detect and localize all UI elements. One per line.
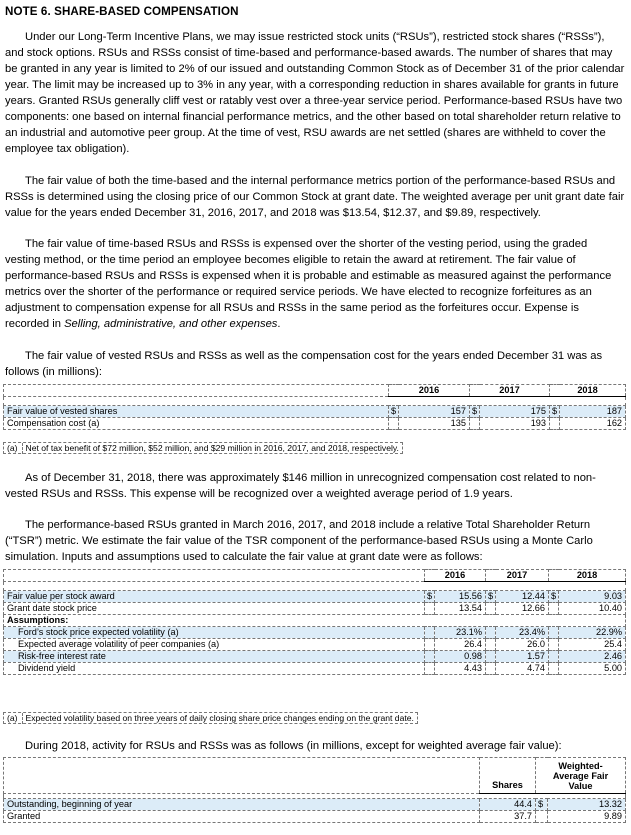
- currency-symbol: [486, 603, 496, 615]
- currency-symbol: [470, 418, 480, 430]
- currency-symbol: [425, 603, 435, 615]
- paragraph-expense-text: The fair value of time-based RSUs and RSSs is expensed over the shorter of the vesting period, using the graded vesting method, or the time period an employee becomes eligible to retain the award at retirement. The fair value of performance-based RSUs and RSSs is expensed when it is probable and estimable as measured against the performance metrics over the shorter of the performance or required service periods. We have elected to recognize forfeitures as an adjustment to compensation expense for all RSUs and RSSs in the same period as the forfeitures occur. Expense is recorded in: [5, 238, 612, 330]
- row-label: Fair value of vested shares: [4, 406, 389, 418]
- cell-value: 37.7: [480, 811, 536, 823]
- table-row: [4, 627, 626, 639]
- paragraph-expense: [5, 236, 625, 332]
- cell-value: 44.4: [480, 799, 536, 811]
- note-heading: NOTE 6. SHARE-BASED COMPENSATION: [5, 5, 239, 18]
- row-label: Dividend yield: [4, 663, 425, 675]
- footnote-label: (a): [7, 713, 18, 723]
- cell-value: 2.46: [559, 651, 626, 663]
- table-row: [4, 418, 626, 430]
- year-header: 2017: [486, 570, 549, 582]
- header-blank: [4, 758, 480, 794]
- year-header: 2016: [389, 385, 470, 397]
- currency-symbol: [549, 603, 559, 615]
- cell-value: 13.54: [435, 603, 486, 615]
- table-row: [4, 811, 626, 823]
- cell-value: 13.32: [548, 799, 626, 811]
- cell-value: 135: [399, 418, 470, 430]
- cell-value: 175: [480, 406, 550, 418]
- header-blank: [4, 570, 425, 582]
- cell-value: 22.9%: [559, 627, 626, 639]
- row-label: Compensation cost (a): [4, 418, 389, 430]
- cell-value: 0.98: [435, 651, 486, 663]
- row-label: Grant date stock price: [4, 603, 425, 615]
- currency-symbol: $: [486, 591, 496, 603]
- paragraph-unrecognized: As of December 31, 2018, there was approximately $146 million in unrecognized compensation cost related to non-vested RSUs and RSSs. This expense will be recognized over a weighted average period of 1.9 years.: [5, 472, 596, 500]
- cell-value: 193: [480, 418, 550, 430]
- row-label: Granted: [4, 811, 480, 823]
- table-row: [4, 591, 626, 603]
- cell-value: 1.57: [496, 651, 549, 663]
- table-row: [4, 639, 626, 651]
- paragraph-expense-end: .: [277, 318, 281, 330]
- paragraph-expense-italic: Selling, administrative, and other expenses: [64, 318, 278, 330]
- currency-symbol: $: [389, 406, 399, 418]
- cell-value: 5.00: [559, 663, 626, 675]
- table-row: [4, 615, 626, 627]
- row-label: Expected average volatility of peer companies (a): [4, 639, 425, 651]
- row-label: Fair value per stock award: [4, 591, 425, 603]
- row-label: Ford’s stock price expected volatility (a): [4, 627, 425, 639]
- footnote-text: Expected volatility based on three years of daily closing share price changes ending on the grant date.: [22, 713, 414, 724]
- currency-symbol: [389, 418, 399, 430]
- row-label: Outstanding, beginning of year: [4, 799, 480, 811]
- table-row: [4, 406, 626, 418]
- cell-value: 4.43: [435, 663, 486, 675]
- cell-value: 9.89: [548, 811, 626, 823]
- cell-value: 23.1%: [435, 627, 486, 639]
- table-row: [4, 603, 626, 615]
- cell-value: 15.56: [435, 591, 486, 603]
- header-blank: [4, 385, 389, 397]
- cell-value: 26.0: [496, 639, 549, 651]
- currency-symbol: $: [549, 591, 559, 603]
- wafv-header: Weighted- Average Fair Value: [536, 758, 626, 794]
- cell-value: 157: [399, 406, 470, 418]
- table1-footnote: [3, 442, 403, 454]
- table-row: [4, 651, 626, 663]
- row-label: Risk-free interest rate: [4, 651, 425, 663]
- paragraph-vested-intro: The fair value of vested RSUs and RSSs as well as the compensation cost for the years ended December 31 was as follows (in millions):: [5, 350, 603, 378]
- table2-footnote: [3, 712, 418, 724]
- currency-symbol: $: [536, 799, 548, 811]
- footnote-text: Net of tax benefit of $72 million, $52 million, and $29 million in 2016, 2017, and 2018, respectively.: [22, 443, 399, 454]
- year-header: 2017: [470, 385, 550, 397]
- cell-value: 12.44: [496, 591, 549, 603]
- paragraph-activity: During 2018, activity for RSUs and RSSs was as follows (in millions, except for weighted average fair value):: [25, 740, 562, 752]
- table-row: [4, 663, 626, 675]
- cell-value: 12.66: [496, 603, 549, 615]
- cell-value: 187: [560, 406, 626, 418]
- vested-compensation-table: [3, 384, 626, 430]
- activity-table: [3, 757, 626, 823]
- footnote-label: (a): [7, 443, 18, 453]
- currency-symbol: $: [550, 406, 560, 418]
- currency-symbol: $: [425, 591, 435, 603]
- year-header: 2018: [550, 385, 626, 397]
- year-header: 2016: [425, 570, 486, 582]
- cell-value: 23.4%: [496, 627, 549, 639]
- currency-symbol: [536, 811, 548, 823]
- cell-value: 9.03: [559, 591, 626, 603]
- cell-value: 4.74: [496, 663, 549, 675]
- paragraph-tsr: The performance-based RSUs granted in March 2016, 2017, and 2018 include a relative Total Shareholder Return (“TSR”) metric. We estimate the fair value of the TSR component of the performance-based RSUs using a Monte Carlo simulation. Inputs and assumptions used to calculate the fair value at grant date were as follows:: [5, 519, 593, 563]
- cell-value: 26.4: [435, 639, 486, 651]
- cell-value: 25.4: [559, 639, 626, 651]
- year-header: 2018: [549, 570, 626, 582]
- currency-symbol: [550, 418, 560, 430]
- paragraph-fair-value: The fair value of both the time-based and the internal performance metrics portion of the performance-based RSUs and RSSs is determined using the closing price of our Common Stock at grant date. The weighted average per unit grant date fair value for the years ended December 31, 2016, 2017, and 2018 was $13.54, $12.37, and $9.89, respectively.: [5, 175, 625, 219]
- fair-value-assumptions-table: [3, 569, 626, 675]
- currency-symbol: $: [470, 406, 480, 418]
- assumptions-label: Assumptions:: [4, 615, 626, 627]
- cell-value: 162: [560, 418, 626, 430]
- paragraph-plans: Under our Long-Term Incentive Plans, we may issue restricted stock units (“RSUs”), restricted stock shares (“RSSs”), and stock options. RSUs and RSSs consist of time-based and performance-based awards. The number of shares that may be granted in any year is limited to 2% of our issued and outstanding Common Stock as of December 31 of the prior calendar year. The limit may be increased up to 3% in any year, with a corresponding reduction in shares available for grants in future years. Granted RSUs generally cliff vest or ratably vest over a three-year service period. Performance-based RSUs have two components: one based on internal financial performance metrics, and the other based on total shareholder return relative to an industrial and automotive peer group. At the time of vest, RSU awards are net settled (shares are withheld to cover the employee tax obligation).: [5, 31, 625, 155]
- table-row: [4, 799, 626, 811]
- shares-header: Shares: [480, 758, 536, 794]
- cell-value: 10.40: [559, 603, 626, 615]
